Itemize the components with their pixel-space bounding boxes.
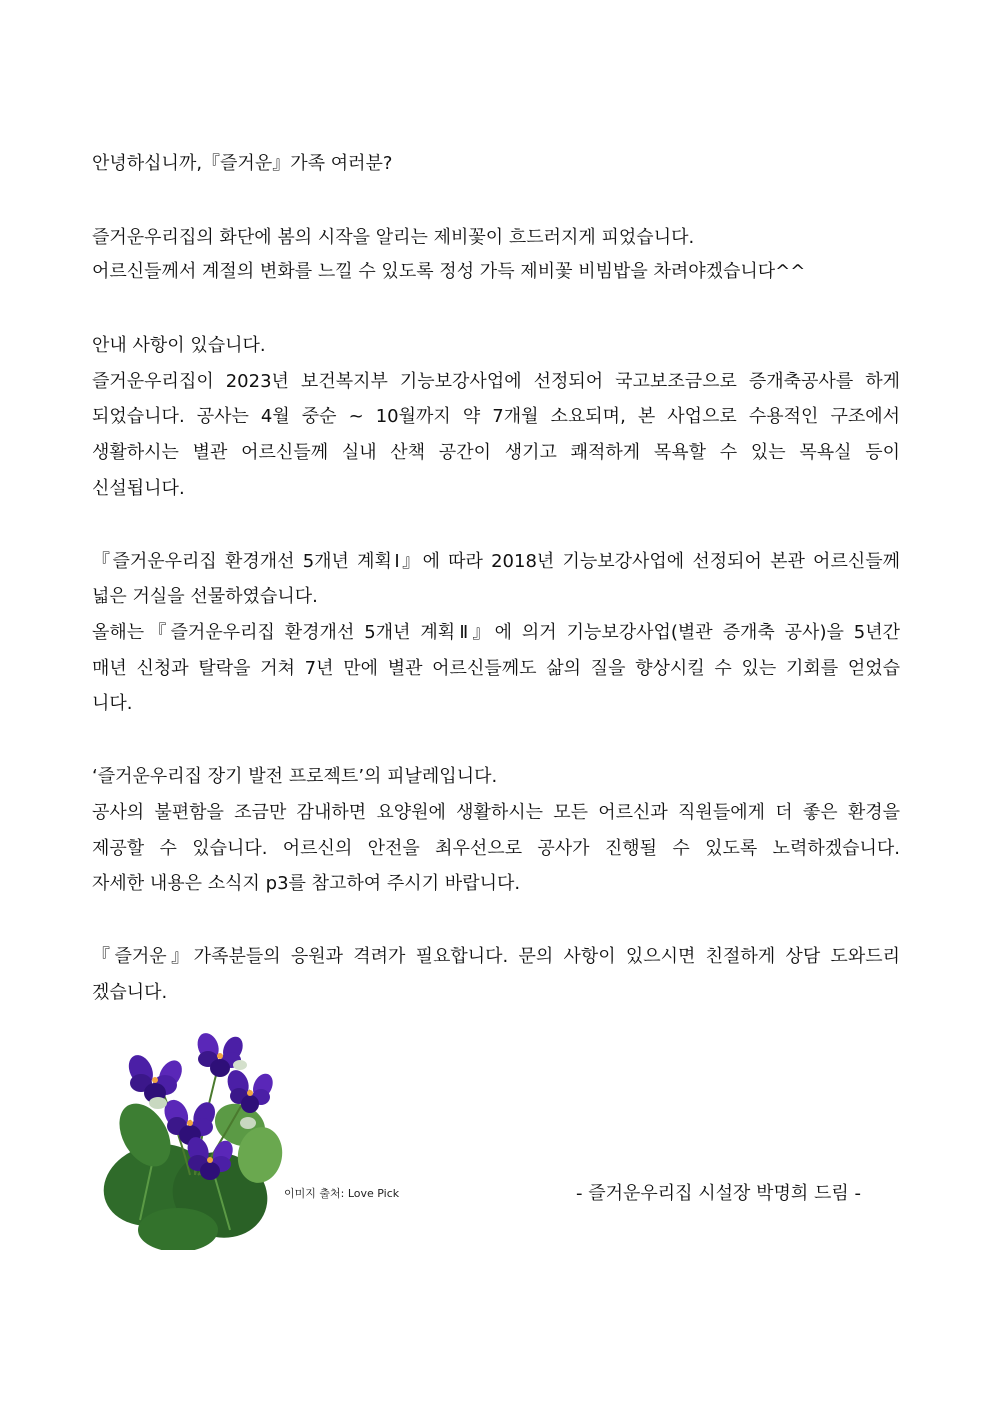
para1-line2: 어르신들께서 계절의 변화를 느낄 수 있도록 정성 가득 제비꽃 비빔밥을 차려야겠습니다^^ <box>92 261 806 282</box>
para2-line1: 안내 사항이 있습니다. <box>92 335 266 356</box>
para2-line2: 즐거운우리집이 2023년 보건복지부 기능보강사업에 선정되어 국고보조금으로 증개축공사를 하게 <box>92 371 900 392</box>
para2-line4: 생활하시는 별관 어르신들께 실내 산책 공간이 생기고 쾌적하게 목욕할 수 있는 목욕실 등이 <box>92 442 900 463</box>
para4-line1: ‘즐거운우리집 장기 발전 프로젝트’의 피날레입니다. <box>92 766 498 787</box>
flower-leaves <box>100 1095 287 1250</box>
para4-line3: 제공할 수 있습니다. 어르신의 안전을 최우선으로 공사가 진행될 수 있도록 노력하겠습니다. <box>92 838 900 859</box>
para3-line3: 올해는『즐거운우리집 환경개선 5개년 계획Ⅱ』에 의거 기능보강사업(별관 증개축 공사)을 5년간 <box>92 622 900 643</box>
para5-line1: 『즐거운』가족분들의 응원과 격려가 필요합니다. 문의 사항이 있으시면 친절하게 상담 도와드리 <box>92 946 900 967</box>
para5-line2: 겠습니다. <box>92 982 168 1003</box>
image-caption: 이미지 출처: Love Pick <box>284 1187 400 1200</box>
greeting: 안녕하십니까,『즐거운』가족 여러분? <box>92 153 393 174</box>
signature: - 즐거운우리집 시설장 박명희 드림 - <box>576 1183 862 1204</box>
para3-line5: 니다. <box>92 693 133 714</box>
para2-line3: 되었습니다. 공사는 4월 중순 ~ 10월까지 약 7개월 소요되며, 본 사업으로 수용적인 구조에서 <box>92 406 900 427</box>
para4-line4: 자세한 내용은 소식지 p3를 참고하여 주시기 바랍니다. <box>92 873 521 894</box>
para3-line2: 넓은 거실을 선물하였습니다. <box>92 586 318 607</box>
para2-line5: 신설됩니다. <box>92 478 185 499</box>
para3-line1: 『즐거운우리집 환경개선 5개년 계획Ⅰ』에 따라 2018년 기능보강사업에 선정되어 본관 어르신들께 <box>92 551 900 572</box>
violet-flower-image <box>100 1025 290 1250</box>
para4-line2: 공사의 불편함을 조금만 감내하면 요양원에 생활하시는 모든 어르신과 직원들에게 더 좋은 환경을 <box>92 802 900 823</box>
para3-line4: 매년 신청과 탈락을 거쳐 7년 만에 별관 어르신들께도 삶의 질을 향상시킬 수 있는 기회를 얻었습 <box>92 658 900 679</box>
para1-line1: 즐거운우리집의 화단에 봄의 시작을 알리는 제비꽃이 흐드러지게 피었습니다. <box>92 227 695 248</box>
